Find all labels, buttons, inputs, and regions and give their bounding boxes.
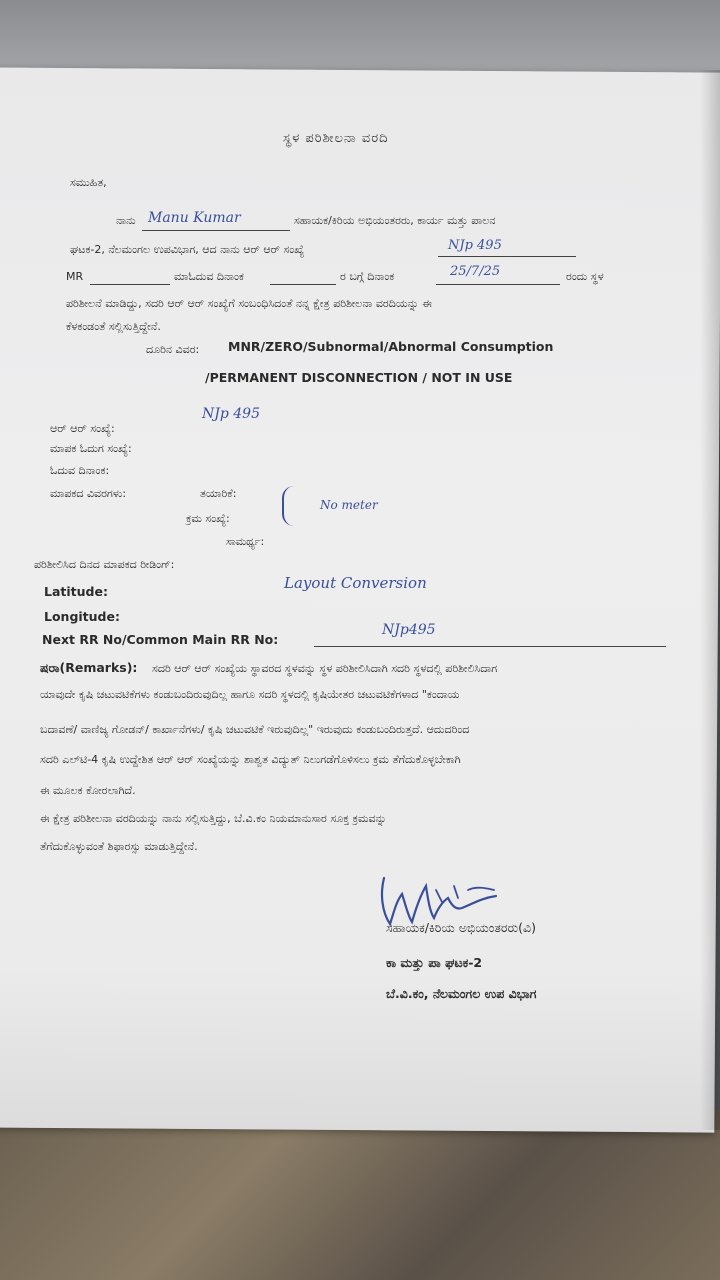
next-rr-label: Next RR No/Common Main RR No: [42, 632, 279, 647]
intro-on-date: ರಂದು ಸ್ಥಳ [566, 270, 604, 283]
serial-label: ಕ್ರಮ ಸಂಖ್ಯೆ: [186, 512, 230, 525]
rr-no-label: ಆರ್ ಆರ್ ಸಂಖ್ಯೆ: [50, 422, 115, 435]
reading-date-label: ಓದುವ ದಿನಾಂಕ: [50, 464, 110, 477]
remarks-line-4: ಸದರಿ ಎಲ್‌ಟಿ-4 ಕೃಷಿ ಉದ್ದೇಶಿತ ಆರ್ ಆರ್ ಸಂಖ್ಯೆಯನ್ನು ಶಾಶ್ವತ ವಿದ್ಯುತ್ ನಿಲುಗಡೆಗೊಳಿಸಲು ಕ್ರಮ ತೆಗೆದುಕೊಳ್ಳಬೇಕಾಗಿ [40, 753, 461, 766]
salutation: ಸಮುಹಿತ, [70, 176, 107, 189]
intro-line1: ಸಹಾಯಕ/ಕಿರಿಯ ಅಭಿಯಂತರರು, ಕಾರ್ಯ ಮತ್ತು ಪಾಲನ [294, 214, 496, 227]
complaint-types-2: /PERMANENT DISCONNECTION / NOT IN USE [205, 370, 513, 385]
reading-date-line [270, 284, 336, 285]
capacity-label: ಸಾಮರ್ಥ್ಯ: [226, 535, 265, 548]
intro-mr: MR [66, 270, 84, 283]
handwritten-rr: NJp 495 [448, 238, 502, 253]
intro-about-date: ರ ಬಗ್ಗೆ ದಿನಾಂಕ [340, 270, 395, 283]
signatory-office: ಬೆ.ವಿ.ಕಂ, ನೆಲಮಂಗಲ ಉಪ ವಿಭಾಗ [386, 986, 537, 1001]
complaint-label: ದೂರಿನ ವಿವರ: [146, 343, 200, 356]
mr-line [90, 284, 170, 285]
signatory-unit: ಕಾ ಮತ್ತು ಪಾ ಘಟಕ-2 [386, 955, 483, 970]
intro-reading-date: ಮಾಓದುವ ದಿನಾಂಕ [174, 270, 244, 283]
latitude-label: Latitude: [44, 584, 108, 599]
make-label: ತಯಾರಿಕೆ: [200, 487, 237, 500]
meter-details-label: ಮಾಪಕದ ವಿವರಗಳು: [50, 487, 127, 500]
sheet-shadow [700, 70, 720, 1130]
inspection-reading-label: ಪರಿಶೀಲಿಸಿದ ದಿನದ ಮಾಪಕದ ರೀಡಿಂಗ್: [34, 558, 175, 571]
intro-line2: ಘಟಕ-2, ನೆಲಮಂಗಲ ಉಪವಿಭಾಗ, ಆದ ನಾನು ಆರ್ ಆರ್ ಸಂಖ್ಯೆ [70, 243, 305, 256]
remarks-line-7: ತೆಗೆದುಕೊಳ್ಳುವಂತೆ ಶಿಫಾರಸ್ಸು ಮಾಡುತ್ತಿದ್ದೇನೆ. [40, 840, 198, 853]
date-line [436, 284, 560, 285]
handwritten-next-rr: NJp495 [382, 622, 436, 638]
meter-reader-label: ಮಾಪಕ ಓದುಗ ಸಂಖ್ಯೆ: [50, 442, 132, 455]
handwritten-name: Manu Kumar [148, 210, 241, 226]
handwritten-date: 25/7/25 [450, 264, 501, 279]
complaint-types: MNR/ZERO/Subnormal/Abnormal Consumption [228, 339, 554, 354]
handwritten-brace [282, 486, 298, 526]
document-title: ಸ್ಥಳ ಪರಿಶೀಲನಾ ವರದಿ [283, 131, 389, 146]
remarks-line-2: ಯಾವುದೇ ಕೃಷಿ ಚಟುವಟಿಕೆಗಳು ಕಂಡುಬಂದಿರುವುದಿಲ್ಲ ಹಾಗೂ ಸದರಿ ಸ್ಥಳದಲ್ಲಿ ಕೃಷಿಯೇತರ ಚಟುವಟಿಕೆಗಳಾದ "ಕಂದಾಯ [40, 688, 460, 701]
intro-line4: ಪರಿಶೀಲನೆ ಮಾಡಿದ್ದು, ಸದರಿ ಆರ್ ಆರ್ ಸಂಖ್ಯೆಗೆ ಸಂಬಂಧಿಸಿದಂತೆ ನನ್ನ ಕ್ಷೇತ್ರ ಪರಿಶೀಲನಾ ವರದಿಯನ್ನು ಈ [66, 297, 432, 310]
background-fabric [0, 1110, 720, 1280]
next-rr-line [314, 646, 666, 647]
handwritten-no-meter: No meter [320, 498, 378, 512]
handwritten-rr-no: NJp 495 [202, 406, 260, 422]
intro-line5: ಕೆಳಕಂಡಂತೆ ಸಲ್ಲಿಸುತ್ತಿದ್ದೇನೆ. [66, 320, 161, 333]
rr-line [438, 256, 576, 257]
handwritten-layout-conversion: Layout Conversion [284, 574, 427, 592]
signatory-designation: ಸಹಾಯಕ/ಕಿರಿಯ ಅಭಿಯಂತರರು(ವಿ) [386, 920, 536, 935]
name-line [142, 230, 290, 231]
remarks-label: ಷರಾ(Remarks): [40, 660, 138, 675]
remarks-line-3: ಬದಾವಣೆ/ ವಾಣಿಜ್ಯ ಗೋಡನ್/ ಕಾರ್ಖಾನೆಗಳು/ ಕೃಷಿ ಚಟುವಟಿಕೆ ಇರುವುದಿಲ್ಲ" ಇರುವುದು ಕಂಡುಬಂದಿರುತ್ತದೆ. ಆದುದರಿಂದ [40, 723, 470, 736]
remarks-line-5: ಈ ಮೂಲಕ ಕೋರಲಾಗಿದೆ. [40, 784, 136, 797]
longitude-label: Longitude: [44, 609, 120, 624]
remarks-line-6: ಈ ಕ್ಷೇತ್ರ ಪರಿಶೀಲನಾ ವರದಿಯನ್ನು ನಾನು ಸಲ್ಲಿಸುತ್ತಿದ್ದು, ಬೆ.ವಿ.ಕಂ ನಿಯಮಾನುಸಾರ ಸೂಕ್ತ ಕ್ರಮವನ್ನು [40, 812, 387, 825]
intro-prefix: ನಾನು [116, 214, 136, 227]
remarks-line-1: ಸದರಿ ಆರ್ ಆರ್ ಸಂಖ್ಯೆಯ ಸ್ಥಾವರದ ಸ್ಥಳವನ್ನು ಸ್ಥಳ ಪರಿಶೀಲಿಸಿದಾಗಿ ಸದರಿ ಸ್ಥಳದಲ್ಲಿ ಪರಿಶೀಲಿಸಿದಾಗ [152, 662, 498, 675]
